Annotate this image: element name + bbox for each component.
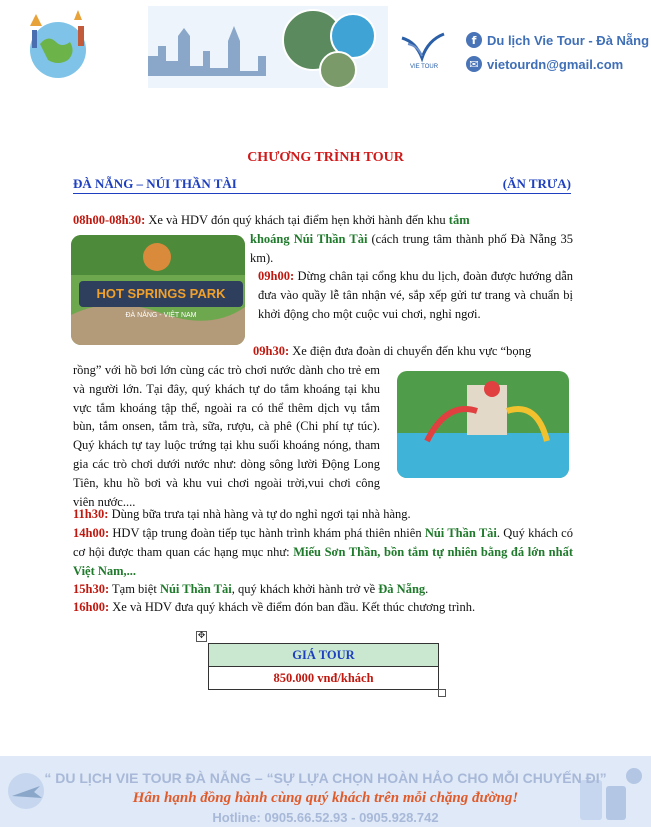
schedule-0930: 09h30: Xe điện đưa đoàn di chuyển đến khu vực “bọng <box>253 344 532 358</box>
price-value: 850.000 vnđ/khách <box>273 671 374 685</box>
footer-tagline: Hân hạnh đồng hành cùng quý khách trên mỗi chặng đường! <box>132 790 519 806</box>
logo-text: VIE TOUR <box>409 64 439 70</box>
photo-sign-text: HOT SPRINGS PARK <box>96 286 226 301</box>
city-collage-image <box>148 6 388 88</box>
email-icon: ✉ <box>466 56 482 72</box>
page-title: CHƯƠNG TRÌNH TOUR <box>247 150 404 165</box>
facebook-label: Du lịch Vie Tour - Đà Nẵng <box>487 32 650 48</box>
schedule-0900: 09h00: Dừng chân tại cổng khu du lịch, đoàn được hướng dẫn đưa vào quầy lễ tân nhận vé, sắp xếp gửi tư trang và chuẩn bị khởi động cho một cuộc vui chơi, nghỉ ngơi. <box>258 269 573 321</box>
vie-tour-logo <box>398 30 450 70</box>
hot-springs-park-photo <box>71 235 245 345</box>
page-footer <box>0 756 651 827</box>
schedule-0800: 08h00-08h30: Xe và HDV đón quý khách tại điểm hẹn khởi hành đến khu tắm <box>73 213 470 227</box>
table-resize-handle[interactable] <box>438 689 446 697</box>
page-header <box>0 0 651 95</box>
schedule-1600: 16h00: Xe và HDV đưa quý khách về điểm đón ban đầu. Kết thúc chương trình. <box>73 600 476 614</box>
route-name: ĐÀ NẴNG – NÚI THẦN TÀI <box>73 176 237 191</box>
footer-hotline: Hotline: 0905.66.52.93 - 0905.928.742 <box>212 810 439 825</box>
facebook-icon: f <box>466 32 482 48</box>
meal-note: (ĂN TRƯA) <box>502 176 571 191</box>
photo-sign-sub: ĐÀ NẴNG - VIỆT NAM <box>125 312 197 319</box>
schedule-0930-cont: rồng” với hồ bơi lớn cùng các trò chơi nước dành cho trẻ em và người lớn. Tại đây, quý khách tự do tắm khoáng tại khu vực tắm khoáng tập thể, ngoài ra có thể thêm dịch vụ tắm bùn, tắm onsen, tắm trà, sữa, rượu, cà phê (Chi phí tự túc). Quý khách tự tay luộc trứng tại khu suối khoáng nóng, tham gia các trò chơi dưới nước như: dòng sông lười Động Long Tiên, khu hồ bơi và khu vui chơi ngoài trời,vui chơi công viên nước.... <box>73 363 380 509</box>
price-table <box>208 643 439 690</box>
facebook-contact[interactable] <box>466 32 649 48</box>
footer-slogan: “ DU LỊCH VIE TOUR ĐÀ NẴNG – “SỰ LỰA CHỌN HOÀN HẢO CHO MỖI CHUYẾN ĐI” <box>44 770 607 786</box>
price-header: GIÁ TOUR <box>209 644 438 667</box>
email-contact[interactable] <box>466 56 623 72</box>
schedule-0800-cont: khoáng Núi Thần Tài (cách trung tâm thành phố Đà Nẵng 35 km). <box>250 232 573 265</box>
email-label: vietourdn@gmail.com <box>487 56 624 72</box>
schedule-1400: 14h00: HDV tập trung đoàn tiếp tục hành trình khám phá thiên nhiên Núi Thần Tài. Quý khách có cơ hội được tham quan các hạng mục như: Miếu Sơn Thần, bồn tắm tự nhiên bằng đá lớn nhất Việt Nam,... <box>73 526 573 578</box>
route-subtitle <box>73 176 571 194</box>
schedule-1130: 11h30: Dùng bữa trưa tại nhà hàng và tự do nghỉ ngơi tại nhà hàng. <box>73 507 411 521</box>
table-move-handle-icon[interactable]: ✥ <box>197 631 206 641</box>
water-park-photo <box>397 371 569 478</box>
schedule-1530: 15h30: Tạm biệt Núi Thần Tài, quý khách khởi hành trở về Đà Nẵng. <box>73 582 429 596</box>
globe-landmarks-icon <box>18 6 98 86</box>
